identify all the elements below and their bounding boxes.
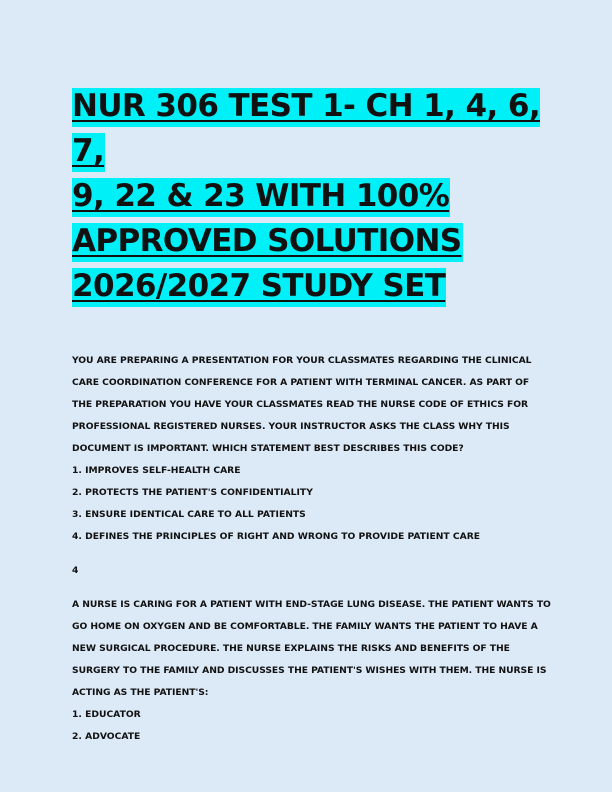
title-line-2: 9, 22 & 23 WITH 100% <box>72 174 552 219</box>
option-item: 1. IMPROVES SELF-HEALTH CARE <box>72 465 241 476</box>
option-item: 1. EDUCATOR <box>72 709 141 720</box>
correct-answer: 4 <box>72 565 79 576</box>
title-line-3: APPROVED SOLUTIONS <box>72 219 552 264</box>
title-line-1: NUR 306 TEST 1- CH 1, 4, 6, 7, <box>72 84 552 174</box>
answer-options <box>72 460 552 548</box>
document-title <box>72 84 552 309</box>
question-text: A NURSE IS CARING FOR A PATIENT WITH END-STAGE LUNG DISEASE. THE PATIENT WANTS TO GO HOME ON OXYGEN AND BE COMFORTABLE. THE FAMILY WANTS THE PATIENT TO HAVE A NEW SURGICAL PROCEDURE. THE NURSE EXPLAINS THE RISKS AND BENEFITS OF THE SURGERY TO THE FAMILY AND DISCUSSES THE PATIENT'S WISHES WITH THEM. THE NURSE IS ACTING AS THE PATIENT'S: <box>72 599 551 698</box>
answer-options <box>72 704 552 748</box>
option-item: 3. ENSURE IDENTICAL CARE TO ALL PATIENTS <box>72 509 306 520</box>
question-text: YOU ARE PREPARING A PRESENTATION FOR YOUR CLASSMATES REGARDING THE CLINICAL CARE COORDINATION CONFERENCE FOR A PATIENT WITH TERMINAL CANCER. AS PART OF THE PREPARATION YOU HAVE YOUR CLASSMATES READ THE NURSE CODE OF ETHICS FOR PROFESSIONAL REGISTERED NURSES. YOUR INSTRUCTOR ASKS THE CLASS WHY THIS DOCUMENT IS IMPORTANT. WHICH STATEMENT BEST DESCRIBES THIS CODE? <box>72 355 532 454</box>
option-item: 2. PROTECTS THE PATIENT'S CONFIDENTIALITY <box>72 487 313 498</box>
question-1 <box>72 350 552 582</box>
title-line-4: 2026/2027 STUDY SET <box>72 264 552 309</box>
question-2 <box>72 594 552 748</box>
option-item: 4. DEFINES THE PRINCIPLES OF RIGHT AND WRONG TO PROVIDE PATIENT CARE <box>72 531 481 542</box>
option-item: 2. ADVOCATE <box>72 731 141 742</box>
